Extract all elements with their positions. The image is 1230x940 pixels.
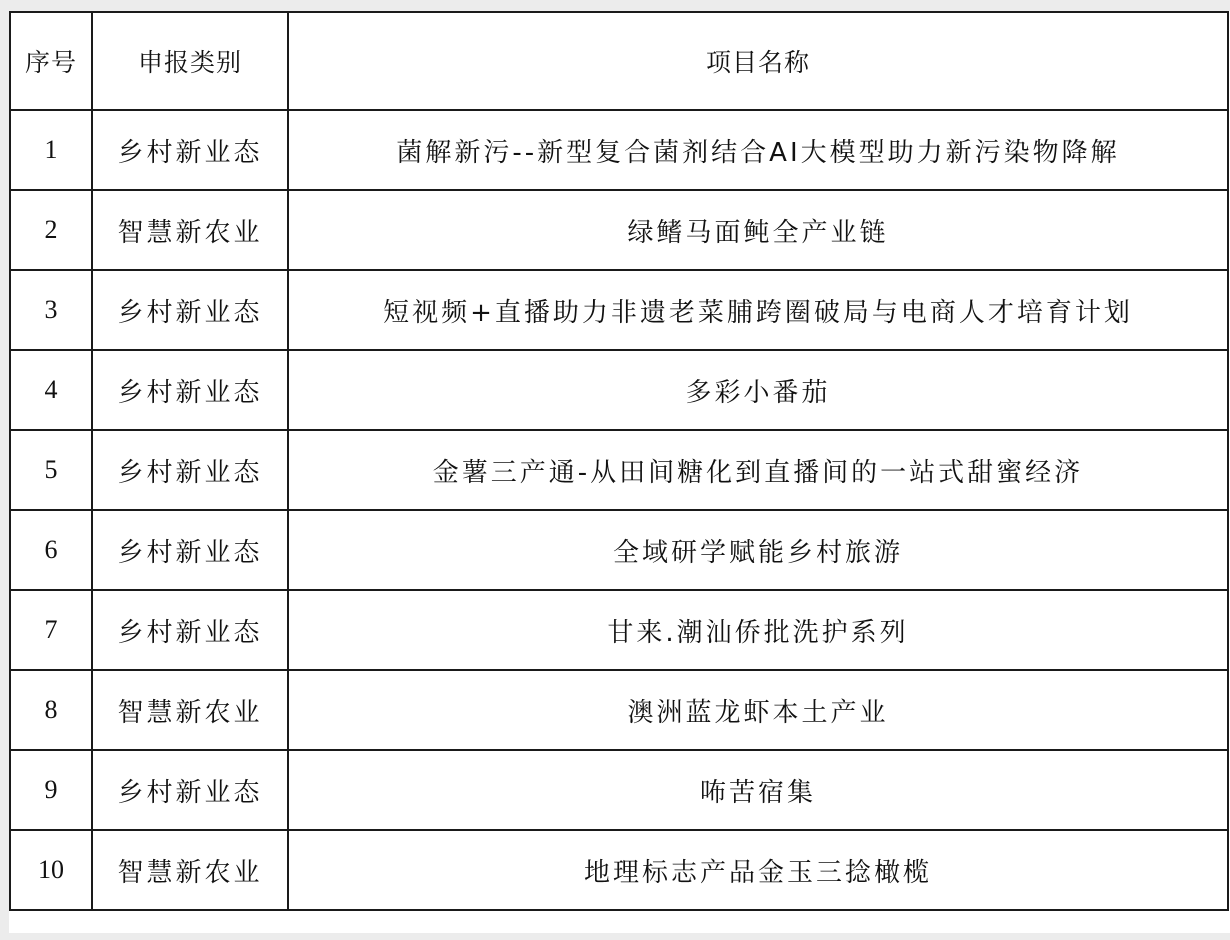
row-category: 乡村新业态 <box>92 590 288 670</box>
row-project-name: 咘苦宿集 <box>288 750 1228 830</box>
table-row <box>10 190 1228 270</box>
row-project-name: 绿鳍马面鲀全产业链 <box>288 190 1228 270</box>
row-category: 乡村新业态 <box>92 110 288 190</box>
table-row <box>10 590 1228 670</box>
table-row <box>10 270 1228 350</box>
row-serial-number: 6 <box>10 510 92 590</box>
row-category: 智慧新农业 <box>92 190 288 270</box>
row-category: 智慧新农业 <box>92 830 288 910</box>
row-project-name: 地理标志产品金玉三捻橄榄 <box>288 830 1228 910</box>
table-row <box>10 430 1228 510</box>
header-category: 申报类别 <box>92 12 288 110</box>
row-project-name: 菌解新污--新型复合菌剂结合AI大模型助力新污染物降解 <box>288 110 1228 190</box>
row-project-name: 金薯三产通-从田间糖化到直播间的一站式甜蜜经济 <box>288 430 1228 510</box>
row-serial-number: 1 <box>10 110 92 190</box>
sheet-bottom-margin <box>0 933 1230 940</box>
row-serial-number: 7 <box>10 590 92 670</box>
row-serial-number: 10 <box>10 830 92 910</box>
row-serial-number: 8 <box>10 670 92 750</box>
table-row <box>10 670 1228 750</box>
row-project-name: 甘来.潮汕侨批洗护系列 <box>288 590 1228 670</box>
row-project-name: 多彩小番茄 <box>288 350 1228 430</box>
row-serial-number: 9 <box>10 750 92 830</box>
header-row <box>10 12 1228 110</box>
header-project-name: 项目名称 <box>288 12 1228 110</box>
row-category: 乡村新业态 <box>92 350 288 430</box>
table-row <box>10 510 1228 590</box>
row-category: 乡村新业态 <box>92 510 288 590</box>
sheet-left-margin <box>0 0 9 940</box>
row-serial-number: 5 <box>10 430 92 510</box>
table-row <box>10 830 1228 910</box>
row-serial-number: 2 <box>10 190 92 270</box>
table-row <box>10 350 1228 430</box>
row-category: 乡村新业态 <box>92 430 288 510</box>
row-serial-number: 4 <box>10 350 92 430</box>
header-serial-number: 序号 <box>10 12 92 110</box>
row-category: 智慧新农业 <box>92 670 288 750</box>
project-table <box>9 11 1229 911</box>
row-project-name: 全域研学赋能乡村旅游 <box>288 510 1228 590</box>
row-project-name: 短视频+直播助力非遗老菜脯跨圈破局与电商人才培育计划 <box>288 270 1228 350</box>
row-serial-number: 3 <box>10 270 92 350</box>
row-category: 乡村新业态 <box>92 750 288 830</box>
row-category: 乡村新业态 <box>92 270 288 350</box>
table-row <box>10 110 1228 190</box>
sheet-top-margin <box>0 0 1230 11</box>
table-row <box>10 750 1228 830</box>
row-project-name: 澳洲蓝龙虾本土产业 <box>288 670 1228 750</box>
